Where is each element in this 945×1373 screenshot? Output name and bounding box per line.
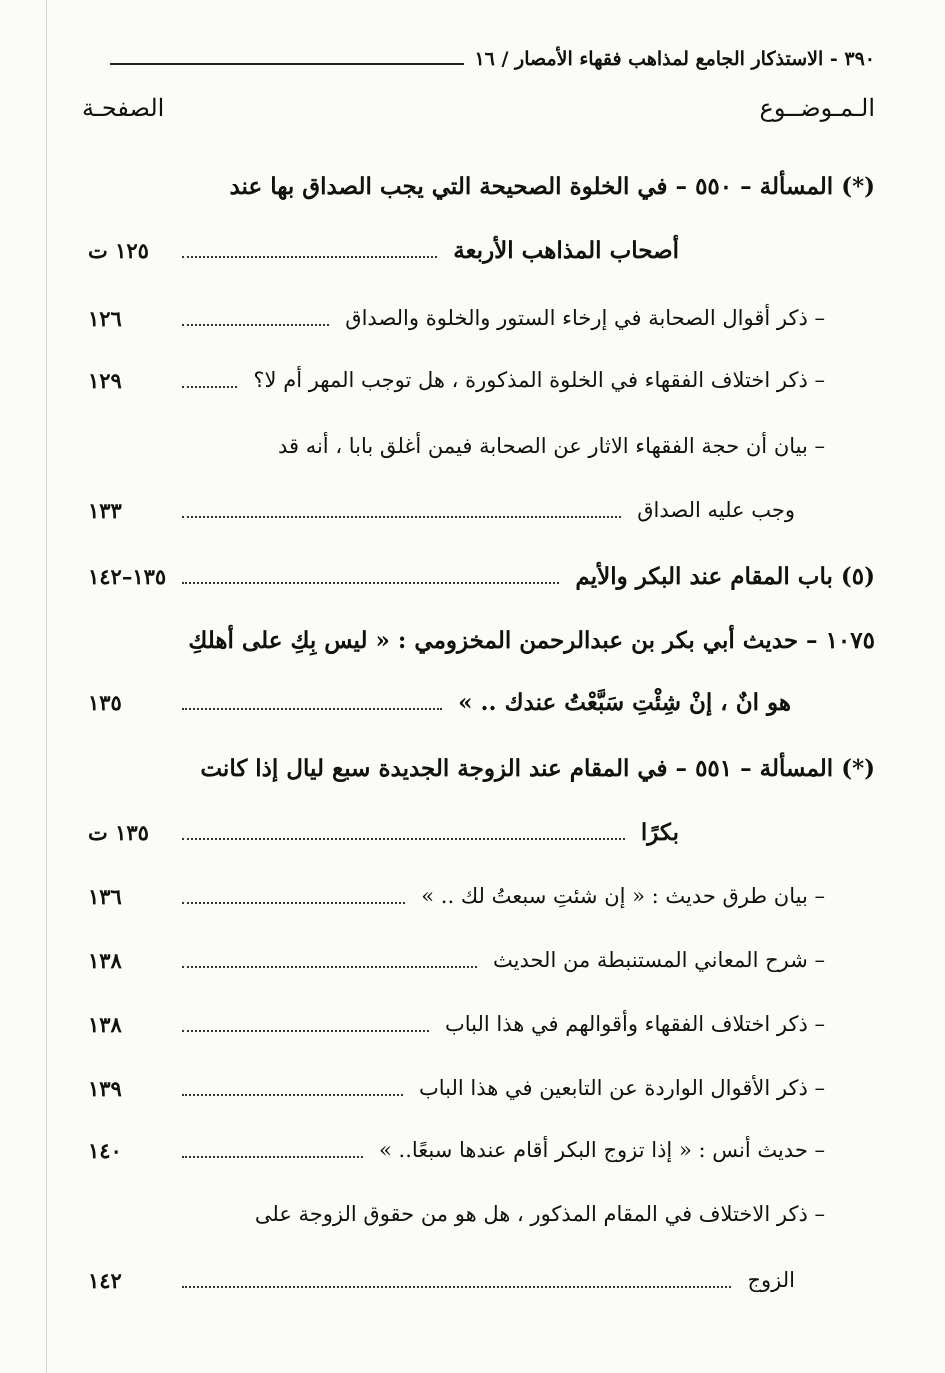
entry-text: – حديث أنس : « إذا تزوج البكر أقام عندها سبعًا.. » [379, 1138, 825, 1162]
topic-column-header: الـمـوضــوع [759, 94, 875, 122]
toc-entry [88, 938, 875, 982]
toc-entry [88, 1258, 875, 1302]
leader-dots [182, 966, 477, 968]
toc-entry [88, 228, 875, 272]
leader-dots [182, 1156, 363, 1158]
running-head-text: ٣٩٠ - الاستذكار الجامع لمذاهب فقهاء الأمصار / ١٦ [474, 48, 875, 70]
entry-text: – ذكر اختلاف الفقهاء وأقوالهم في هذا الباب [444, 1012, 825, 1036]
toc-entry [88, 680, 875, 724]
entry-page: ١٣٨ [88, 947, 122, 973]
entry-text: (٥) باب المقام عند البكر والأيم [575, 562, 875, 590]
entry-text: (*) المسألة – ٥٥١ – في المقام عند الزوجة الجديدة سبع ليال إذا كانت [200, 754, 875, 782]
entry-page: ١٣٥–١٤٢ [88, 563, 167, 589]
entry-text: (*) المسألة – ٥٥٠ – في الخلوة الصحيحة التي يجب الصداق بها عند [229, 172, 875, 200]
toc-entry [88, 424, 875, 468]
entry-text: الزوج [747, 1268, 795, 1292]
entry-page: ١٣٥ ت [88, 819, 149, 845]
entry-text: – بيان طرق حديث : « إن شئتِ سبعتُ لك .. » [421, 884, 825, 908]
entry-page: ١٢٩ [88, 367, 122, 393]
leader-dots [182, 1094, 403, 1096]
entry-page: ١٤٠ [88, 1137, 122, 1163]
entry-page: ١٣٦ [88, 883, 122, 909]
entry-text: هو انٌ ، إنْ شِئْتِ سَبَّعْتُ عندك .. » [458, 688, 791, 716]
leader-dots [182, 256, 437, 258]
toc-entry [88, 618, 875, 662]
page-column-header: الصفحـة [82, 94, 165, 122]
entry-text: بكرًا [640, 818, 679, 846]
entry-page: ١٣٨ [88, 1011, 122, 1037]
toc-entry [88, 1002, 875, 1046]
toc-entry [88, 746, 875, 790]
toc-entry [88, 358, 875, 402]
running-head-rule [110, 63, 464, 65]
leader-dots [182, 582, 559, 584]
leader-dots [182, 516, 621, 518]
toc-entry [88, 296, 875, 340]
leader-dots [182, 1286, 731, 1288]
leader-dots [182, 838, 625, 840]
toc-entry [88, 1128, 875, 1172]
running-head [110, 44, 875, 74]
entry-page: ١٤٢ [88, 1267, 122, 1293]
toc-entry [88, 1192, 875, 1236]
leader-dots [182, 386, 237, 388]
entry-text: – ذكر الأقوال الواردة عن التابعين في هذا الباب [418, 1076, 825, 1100]
leader-dots [182, 324, 329, 326]
toc-entry [88, 554, 875, 598]
entry-text: وجب عليه الصداق [637, 498, 795, 522]
leader-dots [182, 708, 442, 710]
entry-page: ١٣٣ [88, 497, 122, 523]
leader-dots [182, 1030, 429, 1032]
entry-text: أصحاب المذاهب الأربعة [453, 236, 679, 264]
entry-text: – شرح المعاني المستنبطة من الحديث [493, 948, 825, 972]
toc-entry [88, 874, 875, 918]
entry-page: ١٢٥ ت [88, 237, 149, 263]
toc-entry [88, 164, 875, 208]
entry-page: ١٢٦ [88, 305, 122, 331]
toc-entry [88, 810, 875, 854]
entry-text: – بيان أن حجة الفقهاء الاثار عن الصحابة فيمن أغلق بابا ، أنه قد [277, 434, 825, 458]
entry-text: – ذكر الاختلاف في المقام المذكور ، هل هو من حقوق الزوجة على [254, 1202, 825, 1226]
entry-text: ١٠٧٥ – حديث أبي بكر بن عبدالرحمن المخزومي : « ليس بِكِ على أهلكِ [188, 626, 875, 654]
entry-text: – ذكر اختلاف الفقهاء في الخلوة المذكورة ، هل توجب المهر أم لا؟ [253, 368, 825, 392]
leader-dots [182, 902, 405, 904]
toc-entry [88, 1066, 875, 1110]
column-headers [82, 88, 875, 128]
toc-entry [88, 488, 875, 532]
entry-text: – ذكر أقوال الصحابة في إرخاء الستور والخلوة والصداق [345, 306, 825, 330]
page-edge [46, 0, 47, 1373]
entry-page: ١٣٩ [88, 1075, 122, 1101]
entry-page: ١٣٥ [88, 689, 122, 715]
